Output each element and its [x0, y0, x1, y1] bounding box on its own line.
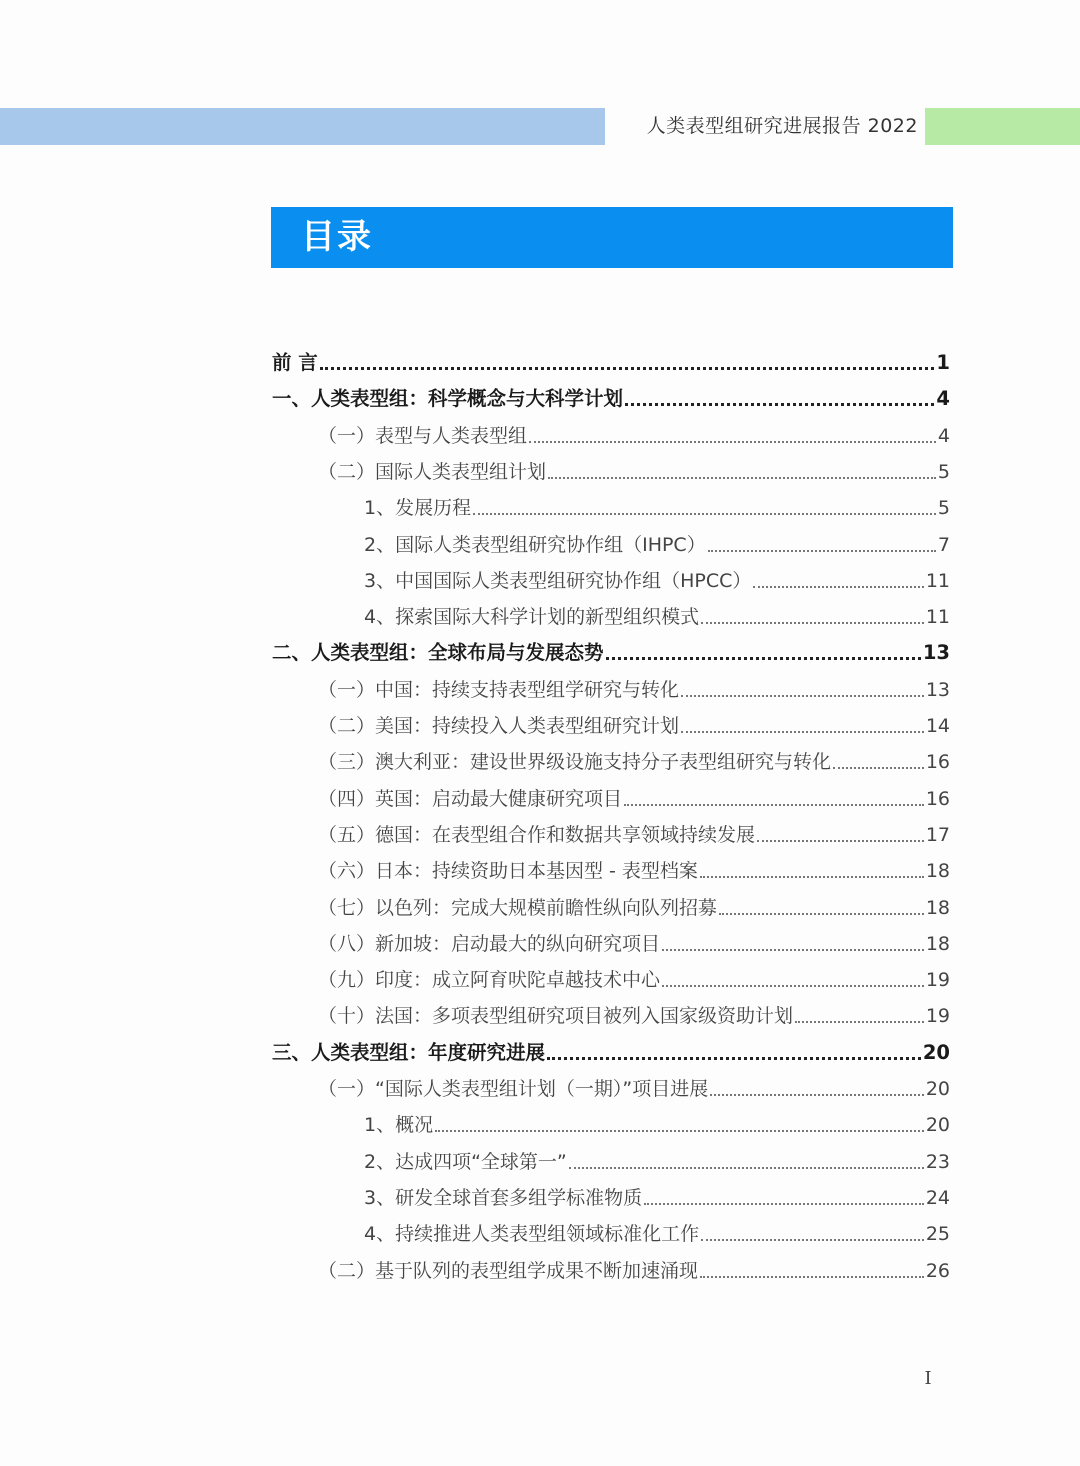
toc-entry-page: 16: [925, 751, 950, 774]
toc-entry-label: 一、人类表型组：科学概念与大科学计划: [272, 387, 624, 411]
page-number: I: [924, 1368, 932, 1389]
toc-entry-label: 2、达成四项“全球第一”: [364, 1150, 567, 1173]
running-title: 人类表型组研究进展报告 2022: [646, 115, 918, 137]
toc-leader-dots: [708, 550, 936, 552]
toc-entry[interactable]: [318, 812, 950, 848]
toc-entry[interactable]: [364, 1211, 950, 1247]
header-band-left: [0, 108, 605, 145]
toc-entry[interactable]: [318, 1248, 950, 1284]
toc-entry[interactable]: [318, 921, 950, 957]
toc-entry-label: （一）中国：持续支持表型组学研究与转化: [318, 678, 680, 701]
toc-heading-box: [271, 207, 953, 268]
toc-entry-page: 13: [925, 678, 950, 701]
toc-leader-dots: [606, 657, 921, 660]
toc-entry[interactable]: [318, 739, 950, 775]
toc-entry[interactable]: [364, 522, 950, 558]
toc-entry-label: （六）日本：持续资助日本基因型 - 表型档案: [318, 860, 698, 883]
toc-entry-label: （五）德国：在表型组合作和数据共享领域持续发展: [318, 823, 756, 846]
toc-leader-dots: [548, 477, 936, 479]
toc-entry[interactable]: [318, 885, 950, 921]
toc-entry-label: （二）国际人类表型组计划: [318, 460, 547, 483]
toc-entry-label: （二）美国：持续投入人类表型组研究计划: [318, 715, 680, 737]
toc-entry-page: 19: [925, 1005, 950, 1028]
toc-entry-label: 1、发展历程: [364, 497, 472, 520]
toc-entry-page: 25: [925, 1223, 950, 1246]
toc-entry[interactable]: [318, 848, 950, 884]
toc-entry[interactable]: [318, 1066, 950, 1102]
toc-entry-page: 4: [936, 387, 950, 411]
toc-entry-label: 前 言: [272, 351, 318, 374]
toc-entry-page: 11: [925, 606, 950, 629]
toc-entry-label: 二、人类表型组：全球布局与发展态势: [272, 641, 604, 665]
toc-entry[interactable]: [272, 376, 950, 412]
toc-entry-page: 14: [925, 715, 950, 737]
toc-entry[interactable]: [272, 1030, 950, 1066]
toc-entry-page: 4: [937, 424, 950, 447]
toc-entry[interactable]: [364, 594, 950, 630]
toc-leader-dots: [320, 367, 935, 370]
toc-entry-page: 18: [925, 932, 950, 955]
toc-leader-dots: [681, 731, 924, 733]
toc-entry-page: 1: [936, 351, 950, 374]
toc-leader-dots: [753, 586, 923, 588]
toc-leader-dots: [757, 840, 924, 842]
toc-leader-dots: [547, 1057, 921, 1060]
toc-entry-label: （八）新加坡：启动最大的纵向研究项目: [318, 932, 661, 955]
toc-leader-dots: [833, 767, 924, 769]
toc-entry-label: 三、人类表型组：年度研究进展: [272, 1040, 546, 1064]
toc-entry[interactable]: [318, 993, 950, 1029]
toc-entry-page: 18: [925, 860, 950, 883]
toc-entry-label: （四）英国：启动最大健康研究项目: [318, 787, 623, 810]
toc-entry[interactable]: [364, 558, 950, 594]
toc-leader-dots: [795, 1021, 924, 1023]
toc-entry-page: 5: [937, 497, 950, 520]
toc-entry-label: （一）“国际人类表型组计划（一期）”项目进展: [318, 1078, 709, 1100]
toc-leader-dots: [700, 876, 924, 878]
toc-entry-label: （九）印度：成立阿育吠陀卓越技术中心: [318, 969, 661, 992]
toc-leader-dots: [529, 441, 936, 443]
toc-leader-dots: [701, 622, 924, 624]
toc-entry[interactable]: [364, 1175, 950, 1211]
toc-entry[interactable]: [318, 413, 950, 449]
header-band-right: [925, 108, 1080, 145]
toc-entry-page: 20: [922, 1040, 950, 1064]
toc-entry-label: （七）以色列：完成大规模前瞻性纵向队列招募: [318, 896, 718, 919]
toc-leader-dots: [644, 1203, 924, 1205]
toc-leader-dots: [662, 985, 924, 987]
toc-leader-dots: [473, 513, 936, 515]
toc-entry-page: 5: [937, 460, 950, 483]
toc-leader-dots: [719, 913, 924, 915]
toc-entry-page: 20: [925, 1078, 950, 1100]
toc-leader-dots: [435, 1130, 924, 1132]
toc-leader-dots: [625, 403, 934, 406]
toc-entry-page: 19: [925, 969, 950, 992]
toc-entry[interactable]: [272, 340, 950, 376]
toc-leader-dots: [700, 1276, 924, 1278]
toc-entry[interactable]: [364, 1139, 950, 1175]
toc-entry-label: 2、国际人类表型组研究协作组（IHPC）: [364, 533, 706, 556]
toc-entry-page: 26: [925, 1259, 950, 1282]
toc-leader-dots: [569, 1167, 924, 1169]
toc-entry-page: 17: [925, 823, 950, 846]
toc-entry-label: （一）表型与人类表型组: [318, 424, 528, 447]
toc-leader-dots: [701, 1239, 924, 1241]
toc-entry[interactable]: [364, 1102, 950, 1138]
toc-entry-label: （三）澳大利亚：建设世界级设施支持分子表型组研究与转化: [318, 751, 832, 774]
toc-heading: 目录: [301, 217, 373, 257]
toc-entry-label: 4、探索国际大科学计划的新型组织模式: [364, 606, 700, 629]
toc-entry-label: 3、研发全球首套多组学标准物质: [364, 1186, 643, 1209]
toc-entry[interactable]: [318, 776, 950, 812]
toc-entry-label: （二）基于队列的表型组学成果不断加速涌现: [318, 1259, 699, 1282]
toc-entry-label: 1、概况: [364, 1114, 434, 1137]
toc-entry-page: 11: [925, 569, 950, 592]
toc-entry-label: 3、中国国际人类表型组研究协作组（HPCC）: [364, 569, 752, 592]
toc-entry[interactable]: [318, 667, 950, 703]
toc-entry-page: 16: [925, 787, 950, 810]
toc-entry[interactable]: [364, 485, 950, 521]
toc-leader-dots: [662, 949, 924, 951]
toc-entry[interactable]: [318, 703, 950, 739]
toc-leader-dots: [681, 695, 924, 697]
toc-entry-label: （十）法国：多项表型组研究项目被列入国家级资助计划: [318, 1005, 794, 1028]
toc-entry[interactable]: [318, 957, 950, 993]
toc-entry-label: 4、持续推进人类表型组领域标准化工作: [364, 1223, 700, 1246]
toc-entry[interactable]: [318, 449, 950, 485]
toc-entry-page: 7: [937, 533, 950, 556]
toc-entry-page: 18: [925, 896, 950, 919]
toc-leader-dots: [624, 804, 924, 806]
toc-entry-page: 24: [925, 1186, 950, 1209]
toc-entry-page: 20: [925, 1114, 950, 1137]
toc-entry[interactable]: [272, 630, 950, 666]
toc-entry-page: 13: [922, 641, 950, 665]
toc-leader-dots: [710, 1094, 924, 1096]
toc-entry-page: 23: [925, 1150, 950, 1173]
